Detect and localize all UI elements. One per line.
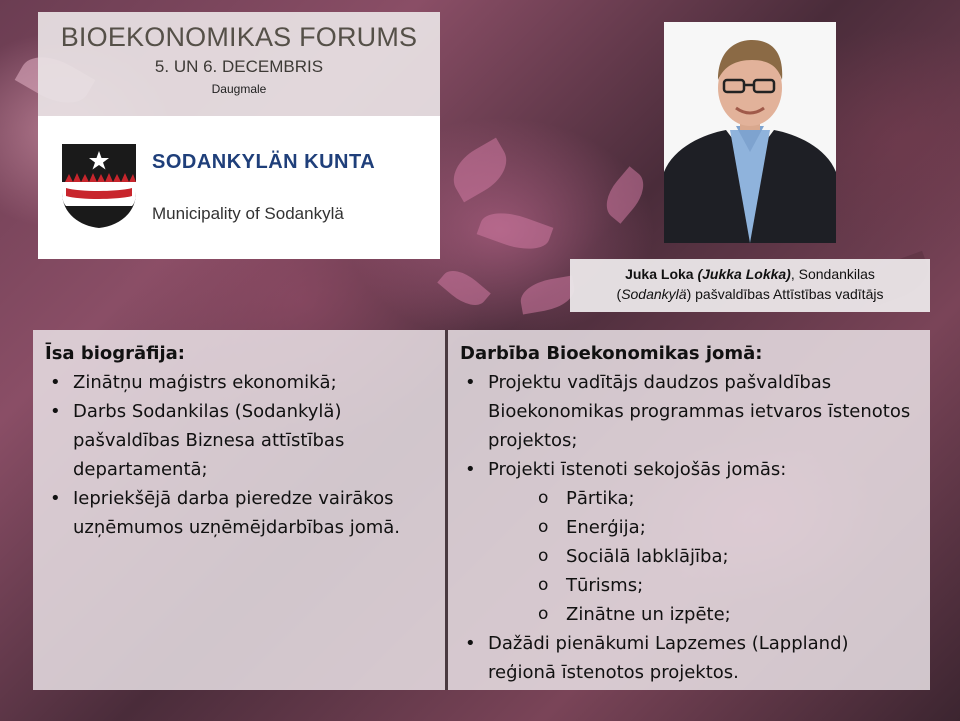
event-title-panel — [38, 12, 440, 116]
activity-heading: Darbība Bioekonomikas jomā: — [460, 343, 763, 364]
activity-list — [460, 368, 920, 687]
biography-heading: Īsa biogrāfija: — [45, 343, 186, 364]
list-item: • Zinātņu maģistrs ekonomikā; — [45, 368, 436, 397]
background-leaf — [444, 138, 516, 203]
sublist-item: o Tūrisms; — [488, 571, 920, 600]
background-leaf — [518, 275, 577, 314]
speaker-place: Sodankylä — [621, 286, 687, 302]
speaker-place-open: ( — [616, 286, 622, 302]
list-item — [460, 455, 920, 629]
speaker-name: Juka Loka — [625, 266, 694, 282]
event-title: BIOEKONOMIKAS FORUMS — [60, 22, 418, 52]
speaker-role-line1: , Sondankilas — [790, 266, 875, 282]
event-place: Daugmale — [211, 82, 267, 96]
sublist-item: o Zinātne un izpēte; — [488, 600, 920, 629]
background-leaf — [437, 263, 490, 314]
list-item: • Dažādi pienākumi Lapzemes (Lappland) reģionā īstenotos projektos. — [460, 629, 920, 687]
speaker-photo — [664, 22, 836, 243]
sublist-item: o Enerģija; — [488, 513, 920, 542]
speaker-caption — [570, 259, 930, 312]
list-item-text: Projekti īstenoti sekojošās jomās: — [488, 459, 787, 480]
municipality-subtitle: Municipality of Sodankylä — [152, 204, 344, 223]
biography-panel — [33, 330, 446, 690]
list-item: • Darbs Sodankilas (Sodankylä) pašvaldības Biznesa attīstības departamentā; — [45, 397, 436, 484]
activity-sublist — [488, 484, 920, 629]
activity-panel — [448, 330, 930, 690]
sublist-item: o Pārtika; — [488, 484, 920, 513]
list-item: • Projektu vadītājs daudzos pašvaldības Bioekonomikas programmas ietvaros īstenotos projektos; — [460, 368, 920, 455]
list-item: • Iepriekšējā darba pieredze vairākos uzņēmumos uzņēmējdarbības jomā. — [45, 484, 436, 542]
biography-list — [45, 368, 436, 542]
municipality-name: SODANKYLÄN KUNTA — [152, 151, 376, 173]
municipality-logo-panel — [38, 116, 440, 259]
speaker-original-name: (Jukka Lokka) — [697, 266, 791, 282]
sublist-item: o Sociālā labklājība; — [488, 542, 920, 571]
speaker-role-line2: ) pašvaldības Attīstības vadītājs — [686, 286, 884, 302]
coat-of-arms-icon — [60, 142, 138, 230]
speaker-portrait-icon — [664, 22, 836, 243]
event-date: 5. UN 6. DECEMBRIS — [154, 57, 324, 76]
background-leaf — [477, 204, 554, 258]
background-leaf — [597, 166, 652, 224]
